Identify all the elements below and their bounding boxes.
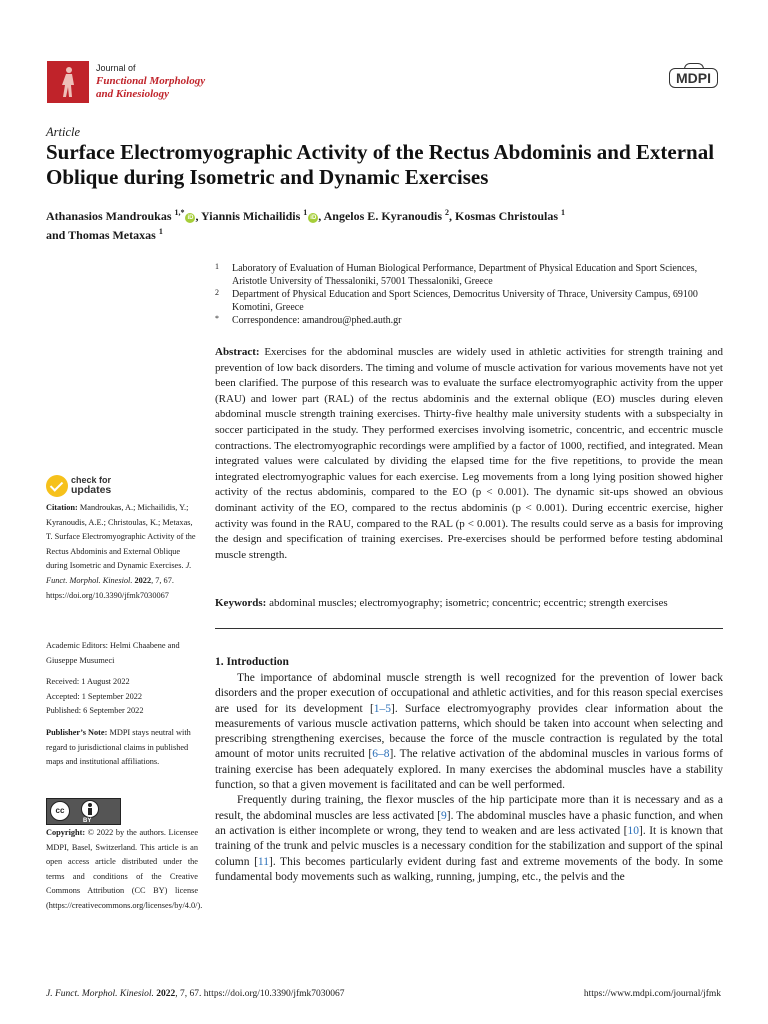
affiliation-text: Laboratory of Evaluation of Human Biological Performance, Department of Physical Education and Sport Sciences, Aristotle University of Thessaloniki, 57001 Thessaloniki, Greece [232,263,698,287]
dates-block [46,675,198,719]
cc-icon: cc [50,801,70,821]
text-run: ]. The relative activation of the abdominal muscles in various forms of training exercise has been adequately explored. In many exercises the abdominal muscles have a stability function, so that a given movement is facilitated and can be well performed. [215,748,723,792]
correspondence [215,314,725,327]
citation-link[interactable]: 11 [257,855,269,868]
citation-link[interactable]: 10 [627,824,639,837]
text-run: ]. It is known that training of the trunk and pelvic muscles is a necessary condition for the stabilization and support of the spinal column [ [215,824,723,868]
publisher-note-text: MDPI stays neutral with regard to jurisdictional claims in published maps and institutional affiliations. [46,728,191,767]
section-divider [215,628,723,629]
citation-year: 2022 [134,575,152,585]
affiliation-number: * [215,314,219,323]
author-sup: 2 [445,208,449,217]
received-date: Received: 1 August 2022 [46,677,130,686]
text-run: ]. This becomes particularly evident during fast and extreme movements of the body. In some fundamental body movements such as walking, running, jumping, etc., the pelvis and the [215,855,723,883]
text-run: The importance of abdominal muscle strength is well recognized for the prevention of lower back disorders and the proper execution of occupational and athletic activities, and for this reason special exercises are used for its development [ [215,672,723,715]
journal-name-line-2: and Kinesiology [96,88,170,100]
author-sup: 1 [561,208,566,217]
by-label: BY [83,818,92,824]
citation-block [46,501,198,603]
author-sup: 1,* [174,208,185,217]
publisher-note [46,726,198,770]
copyright-label: Copyright: [46,828,86,837]
affiliation-2 [215,288,725,314]
check-updates-icon [46,475,68,497]
citation-link[interactable]: 9 [441,809,447,822]
citation-link[interactable]: 1–5 [373,702,392,715]
paragraph [215,793,723,885]
citation-journal: J. Funct. Morphol. Kinesiol. [46,561,192,585]
affiliation-number: 2 [215,288,219,297]
affiliation-text: Department of Physical Education and Sport Sciences, Democritus University of Thrace, University Campus, 69100 Komotini, Greece [232,289,698,313]
article-type: Article [46,125,81,139]
affiliation-1 [215,262,725,288]
abstract-label: Abstract: [215,346,260,358]
journal-name-line-1: Functional Morphology [96,75,206,87]
journal-small-label: Journal of [96,63,136,73]
footer-journal: J. Funct. Morphol. Kinesiol. [46,989,154,999]
attribution-person-icon [81,800,99,818]
mdpi-logo [669,68,718,88]
abstract-text: Exercises for the abdominal muscles are widely used in athletic activities for strength training and prevention of low back disorders. The timing and volume of muscle activation for various movements have not yet been clarified. The purpose of this research was to evaluate the surface electromyographic activity from the upper (RAU) and lower part (RAL) of the rectus abdominis and the external oblique (EO) muscles during eleven abdominal muscle strength training exercises. Thirty-five healthy male university students with a subspecialty in soccer participated in the study. They performed exercises involving isometric, concentric, and eccentric muscle contractions. The electromyographic recordings were amplified by a factor of 1000, rectified, and integrated. Mean integrated values were calculated by dividing the elapsed time for the five repetitions, to provide the mean integrated electromyographic values for each exercise. Leg movements from a long lying position showed higher activity of the rectus abdominis, compared to the EO (p < 0.001). The dynamic sit-ups showed an obvious dominant activity of the EO, compared to the rectus abdominis (p < 0.001). During eccentric exercise, higher activity was found in the RAU, compared to the RAL (p < 0.001). The results could serve as a basis for improving the design and specification of training exercises. Pre-exercises should be performed before testing abdominal muscle strength. [215,346,724,561]
orcid-icon[interactable]: iD [310,215,317,221]
author-name: Kosmas Christoulas [455,209,559,223]
section-body [215,671,723,885]
footer-journal-url[interactable]: https://www.mdpi.com/journal/jfmk [583,989,721,999]
academic-editors: Academic Editors: Helmi Chaabene and Giuseppe Musumeci [46,641,180,665]
author-sup: 1 [158,227,163,236]
author-name: Athanasios Mandroukas [46,209,172,223]
accepted-date: Accepted: 1 September 2022 [46,691,143,701]
text-run: Frequently during training, the flexor muscles of the hip participate more than it is necessary and as a result, the abdominal muscles are less activated [ [215,794,723,822]
keywords-text: abdominal muscles; electromyography; isometric; concentric; eccentric; strength exercises [269,597,668,609]
check-text-line: check for [71,475,112,485]
journal-title [96,62,205,101]
paragraph [215,671,723,793]
cc-by-license-badge[interactable] [46,798,121,825]
check-updates-label [71,475,111,495]
orcid-icon[interactable]: iD [187,215,194,221]
author-sup: 1 [303,208,308,217]
footer-year: 2022 [156,989,176,999]
check-text-line: updates [71,484,112,496]
citation-link[interactable]: 6–8 [372,748,390,761]
affiliation-number: 1 [215,262,219,271]
citation-label: Citation: [46,503,78,512]
citation-text: Mandroukas, A.; Michailidis, Y.; Kyranoudis, A.E.; Christoulas, K.; Metaxas, T. Surface Electromyographic Activity of the Rectus Abdominis and External Oblique during Isometric and Dynamic Exercises. [46,503,196,571]
publisher-name: MDPI [669,68,718,88]
paper-title: Surface Electromyographic Activity of the Rectus Abdominis and External Oblique during Isometric and Dynamic Exercises [46,140,715,189]
citation-volume-doi[interactable]: , 7, 67. https://doi.org/10.3390/jfmk7030067 [46,575,174,600]
text-run: ]. The abdominal muscles have a phasic function, and when an activation is either incomplete or wrong, they tend to weaken and are less activated [ [215,809,724,837]
copyright-text: © 2022 by the authors. Licensee MDPI, Basel, Switzerland. This article is an open access article distributed under the terms and conditions of the Creative Commons Attribution (CC BY) license (https://creativecommons.org/licenses/by/4.0/). [46,828,203,910]
footer-doi[interactable]: , 7, 67. https://doi.org/10.3390/jfmk7030067 [175,989,345,999]
published-date: Published: 6 September 2022 [46,706,144,716]
journal-logo-icon [47,61,89,103]
copyright-block [46,826,203,914]
abstract [215,345,723,563]
section-heading: 1. Introduction [215,656,289,668]
author-name: Thomas Metaxas [68,228,156,242]
author-list: Athanasios Mandroukas $^{1,*}$iD , Yiannis Michailidis $^1$iD , Angelos E. Kyranoudis $^2$, Kosmas Christoulas $^1$ and Thomas Metaxas $^1$ [46,208,566,242]
keywords [215,596,723,611]
publisher-note-label: Publisher’s Note: [46,728,108,737]
footer-citation [46,989,345,999]
author-name: Angelos E. Kyranoudis [323,209,442,223]
author-name: Yiannis Michailidis [201,209,301,223]
affiliation-text: Correspondence: amandrou@phed.auth.gr [232,315,402,326]
keywords-label: Keywords: [215,597,267,609]
text-run: ]. Surface electromyography provides clear information about the measurements of various muscle activation patterns, which should be taken into account when selecting and prescribing strengthening exercises, because the force of the muscle contraction is regulated by the total amount of motor units recruited [ [215,702,723,761]
